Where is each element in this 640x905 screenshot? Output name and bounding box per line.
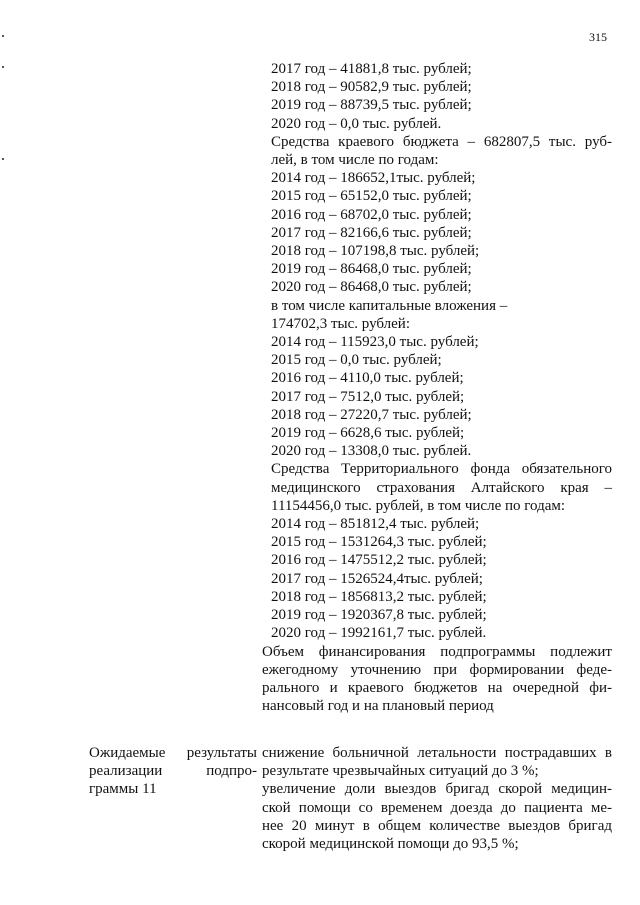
financing-line: 2017 год – 82166,6 тыс. рублей;	[271, 224, 472, 241]
results-line: нее 20 минут в общем количестве выездов бригад	[262, 817, 612, 834]
financing-line: лей, в том числе по годам:	[271, 152, 439, 169]
financing-line: 11154456,0 тыс. рублей, в том числе по годам:	[271, 497, 566, 514]
financing-line: 2019 год – 6628,6 тыс. рублей;	[271, 425, 465, 442]
results-line: скорой медицинской помощи до 93,5 %;	[262, 836, 519, 853]
results-line: увеличение доли выездов бригад скорой медицин-	[262, 781, 612, 798]
label-word: граммы 11	[89, 781, 157, 798]
financing-line: ежегодному уточнению при формировании феде-	[262, 661, 612, 678]
financing-text-block	[262, 60, 612, 715]
financing-line: 2020 год – 1992161,7 тыс. рублей.	[271, 625, 487, 642]
financing-line: 2016 год – 68702,0 тыс. рублей;	[271, 206, 472, 223]
financing-line: 2015 год – 1531264,3 тыс. рублей;	[271, 534, 487, 551]
financing-line: 2020 год – 0,0 тыс. рублей.	[271, 115, 442, 132]
financing-line: 2014 год – 115923,0 тыс. рублей;	[271, 334, 479, 351]
financing-line: 2019 год – 1920367,8 тыс. рублей;	[271, 607, 487, 624]
financing-line: 2016 год – 1475512,2 тыс. рублей;	[271, 552, 487, 569]
label-word: Ожидаемые	[89, 745, 166, 761]
financing-line: 2016 год – 4110,0 тыс. рублей;	[271, 370, 464, 387]
label-word: подпро-	[206, 763, 257, 780]
page-number: 315	[589, 30, 607, 44]
financing-line: рального и краевого бюджетов на очередной фи-	[262, 679, 612, 696]
financing-line: 2019 год – 86468,0 тыс. рублей;	[271, 261, 472, 278]
financing-line: 2020 год – 13308,0 тыс. рублей.	[271, 443, 472, 460]
financing-line: медицинского страхования Алтайского края –	[271, 479, 612, 496]
financing-line: 2015 год – 65152,0 тыс. рублей;	[271, 188, 472, 205]
financing-line: 174702,3 тыс. рублей:	[271, 315, 410, 332]
label-word: реализации	[89, 763, 163, 780]
results-line: ской помощи со временем доезда до пациента ме-	[262, 799, 612, 816]
financing-line: 2014 год – 851812,4 тыс. рублей;	[271, 516, 480, 533]
scan-edge-mark	[2, 158, 4, 160]
financing-line: 2017 год – 7512,0 тыс. рублей;	[271, 388, 465, 405]
scan-edge-mark	[2, 35, 4, 37]
label-word: результаты	[186, 745, 257, 761]
financing-line: 2018 год – 1856813,2 тыс. рублей;	[271, 588, 487, 605]
results-line: снижение больничной летальности пострадавших в	[262, 745, 612, 761]
financing-line: 2019 год – 88739,5 тыс. рублей;	[271, 97, 472, 114]
scan-edge-mark	[2, 66, 4, 68]
financing-line: нансовый год и на плановый период	[262, 698, 494, 715]
financing-line: 2017 год – 41881,8 тыс. рублей;	[271, 61, 472, 77]
financing-line: 2018 год – 90582,9 тыс. рублей;	[271, 79, 472, 96]
financing-line: 2014 год – 186652,1тыс. рублей;	[271, 170, 476, 187]
financing-line: 2018 год – 27220,7 тыс. рублей;	[271, 406, 472, 423]
expected-results-text	[262, 744, 612, 853]
financing-line: 2020 год – 86468,0 тыс. рублей;	[271, 279, 472, 296]
financing-line: Средства Территориального фонда обязательного	[271, 461, 612, 478]
financing-line: 2018 год – 107198,8 тыс. рублей;	[271, 243, 480, 260]
financing-line: Объем финансирования подпрограммы подлежит	[262, 643, 612, 660]
expected-results-label	[89, 744, 257, 799]
financing-line: 2017 год – 1526524,4тыс. рублей;	[271, 570, 483, 587]
financing-line: Средства краевого бюджета – 682807,5 тыс. руб-	[271, 133, 612, 150]
results-line: результате чрезвычайных ситуаций до 3 %;	[262, 763, 539, 780]
financing-line: 2015 год – 0,0 тыс. рублей;	[271, 352, 442, 369]
financing-line: в том числе капитальные вложения –	[271, 297, 508, 314]
